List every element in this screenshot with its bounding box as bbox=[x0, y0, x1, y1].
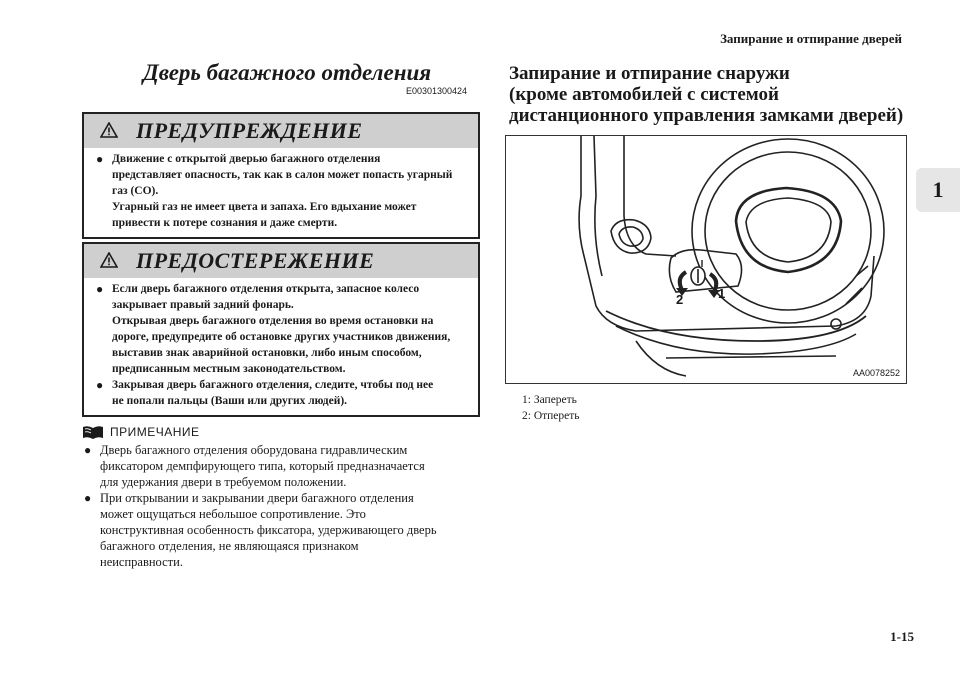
note-section bbox=[82, 424, 482, 570]
warning-box bbox=[82, 112, 480, 239]
caution-header bbox=[84, 244, 478, 278]
bullet-icon: ● bbox=[96, 378, 104, 392]
warning-line: представляет опасность, так как в салон может попасть угарный bbox=[112, 169, 453, 181]
right-title-line: (кроме автомобилей с системой bbox=[509, 84, 779, 105]
car-rear-drawing bbox=[506, 136, 906, 383]
warning-item bbox=[94, 151, 468, 231]
note-line: неисправности. bbox=[100, 555, 183, 569]
legend-item-unlock: 2: Отпереть bbox=[522, 410, 580, 422]
chapter-tab: 1 bbox=[916, 168, 960, 212]
caution-triangle-icon bbox=[100, 252, 118, 268]
note-line: для удержания двери в требуемом положении. bbox=[100, 475, 347, 489]
warning-title: ПРЕДУПРЕЖДЕНИЕ bbox=[136, 118, 363, 143]
note-line: фиксатором демпфирующего типа, который предназначается bbox=[100, 459, 425, 473]
callout-1: 1 bbox=[718, 286, 726, 301]
bullet-icon: ● bbox=[96, 282, 104, 296]
caution-line: не попали пальцы (Ваши или других людей). bbox=[112, 395, 348, 407]
warning-header bbox=[84, 114, 478, 148]
note-line: может ощущаться небольшое сопротивление. Это bbox=[100, 507, 366, 521]
legend-item-lock: 1: Запереть bbox=[522, 394, 577, 406]
warning-line: Угарный газ не имеет цвета и запаха. Его вдыхание может bbox=[112, 201, 417, 213]
header-title: Запирание и отпирание дверей bbox=[720, 31, 902, 46]
caution-item bbox=[94, 377, 468, 409]
callout-2: 2 bbox=[676, 292, 684, 307]
section-title: Дверь багажного отделения bbox=[143, 60, 432, 85]
right-title-line: дистанционного управления замками дверей) bbox=[509, 105, 904, 126]
bullet-icon: ● bbox=[84, 491, 92, 505]
figure-code: AA0078252 bbox=[852, 368, 900, 378]
right-section-title bbox=[509, 63, 909, 126]
warning-triangle-icon bbox=[100, 122, 118, 138]
note-book-icon bbox=[82, 424, 104, 440]
tailgate-illustration bbox=[505, 135, 907, 384]
caution-line: закрывает правый задний фонарь. bbox=[112, 299, 294, 311]
figure-legend bbox=[522, 392, 580, 424]
caution-title: ПРЕДОСТЕРЕЖЕНИЕ bbox=[136, 248, 375, 273]
note-line: Дверь багажного отделения оборудована гидравлическим bbox=[100, 443, 408, 457]
warning-line: газ (СО). bbox=[112, 185, 159, 197]
bullet-icon: ● bbox=[96, 152, 104, 166]
caution-line: Открывая дверь багажного отделения во время остановки на bbox=[112, 315, 434, 327]
note-item bbox=[82, 490, 482, 570]
warning-line: Движение с открытой дверью багажного отделения bbox=[112, 153, 381, 165]
note-line: При открывании и закрывании двери багажного отделения bbox=[100, 491, 414, 505]
section-code: E00301300424 bbox=[406, 86, 468, 96]
note-title: ПРИМЕЧАНИЕ bbox=[110, 425, 200, 439]
caution-line: дороге, предупредите об остановке других участников движения, bbox=[112, 331, 451, 343]
bullet-icon: ● bbox=[84, 443, 92, 457]
warning-line: привести к потере сознания и даже смерти. bbox=[112, 217, 338, 229]
caution-line: предписанным местным законодательством. bbox=[112, 363, 346, 375]
caution-item bbox=[94, 281, 468, 377]
right-title-line: Запирание и отпирание снаружи bbox=[509, 63, 790, 84]
caution-line: выставив знак аварийной остановки, либо иным способом, bbox=[112, 347, 422, 359]
caution-box bbox=[82, 242, 480, 417]
page-number: 1-15 bbox=[890, 629, 914, 644]
note-line: конструктивная особенность фиксатора, удерживающего дверь bbox=[100, 523, 437, 537]
caution-line: Если дверь багажного отделения открыта, запасное колесо bbox=[112, 283, 420, 295]
caution-line: Закрывая дверь багажного отделения, следите, чтобы под нее bbox=[112, 379, 434, 391]
note-item bbox=[82, 442, 482, 490]
note-line: багажного отделения, не являющаяся признаком bbox=[100, 539, 359, 553]
